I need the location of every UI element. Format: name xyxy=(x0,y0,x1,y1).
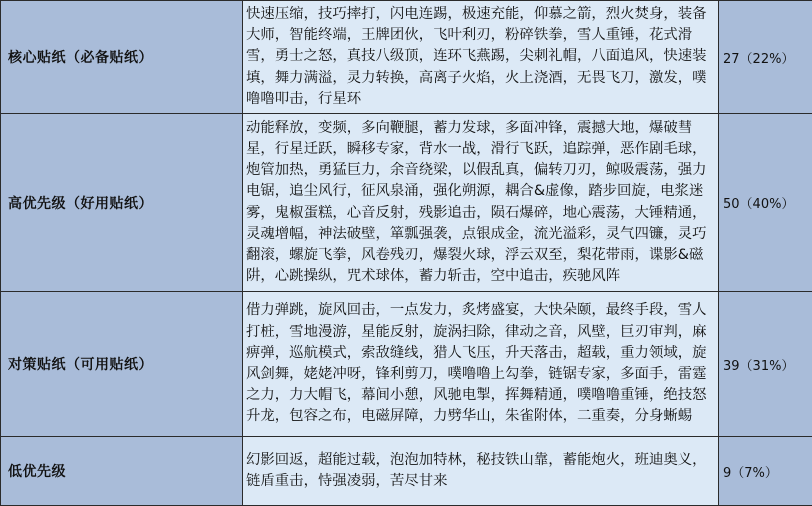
count-cell: 27（22%） xyxy=(719,1,812,114)
sticker-list-cell: 借力弹跳，旋风回击，一点发力，炙烤盛宴，大快朵颐，最终手段，雪人打桩，雪地漫游，星能反射，旋涡扫除，律动之音，风壁，巨刃审判，麻痹弹，巡航模式，索敌缝线，猎人飞压，升天落击，超载，重力领域，旋风剑舞，姥姥冲呀，锋利剪刀，噗噜噜上勾拳，链锯专家，多面手，雷霆之力，力大帽飞，幕间小憩，风驰电掣，挥舞精通，噗噜噜重锤，绝技怒升龙，包容之布，电磁屏障，力劈华山，朱雀附体，二重奏，分身蜥蜴 xyxy=(243,292,719,437)
count-cell: 50（40%） xyxy=(719,114,812,292)
table-row xyxy=(1,114,812,292)
table-row xyxy=(1,437,812,506)
category-cell: 高优先级（好用贴纸） xyxy=(1,114,243,292)
sticker-list-cell: 快速压缩，技巧摔打，闪电连踢，极速充能，仰慕之箭，烈火焚身，装备大师，智能终端，王牌团伙，飞叶利刃，粉碎铁拳，雪人重锤，花式滑雪，勇士之怒，真技八级顶，连环飞燕踢，尖刺礼帽，八面追风，快速装填，舞力满溢，灵力转换，高离子火焰，火上浇酒，无畏飞刀，激发，噗噜噜叩击，行星环 xyxy=(243,1,719,114)
count-cell: 39（31%） xyxy=(719,292,812,437)
category-cell: 对策贴纸（可用贴纸） xyxy=(1,292,243,437)
sticker-list-cell: 动能释放，变频，多向鞭腿，蓄力发球，多面冲锋，震撼大地，爆破彗星，行星迁跃，瞬移专家，背水一战，滑行飞跃，追踪弹，恶作剧毛球，炮管加热，勇猛巨力，余音绕梁，以假乱真，偏转刀刃，鲸吸震荡，强力电锯，追尘风行，征风泉涌，强化朔源，耦合&虚像，踏步回旋，电浆迷雾，鬼椒蛋糕，心音反射，残影追击，陨石爆碎，地心震荡，大锤精通，灵魂增幅，神法破壁，箪瓢强袭，点银成金，流光溢彩，灵气四镰，灵巧翻滚，螺旋飞拳，风卷残刃，爆裂火球，浮云双至，梨花带雨，谍影&磁阱，心跳操纵，咒术球体，蓄力斩击，空中追击，疾驰风阵 xyxy=(243,114,719,292)
table-row xyxy=(1,292,812,437)
table-row xyxy=(1,1,812,114)
sticker-list-cell: 幻影回返，超能过载，泡泡加特林，秘技铁山靠，蓄能炮火，班迪奥义，链盾重击，恃强凌弱，苦尽甘来 xyxy=(243,437,719,506)
count-cell: 9（7%） xyxy=(719,437,812,506)
category-cell: 低优先级 xyxy=(1,437,243,506)
category-cell: 核心贴纸（必备贴纸） xyxy=(1,1,243,114)
